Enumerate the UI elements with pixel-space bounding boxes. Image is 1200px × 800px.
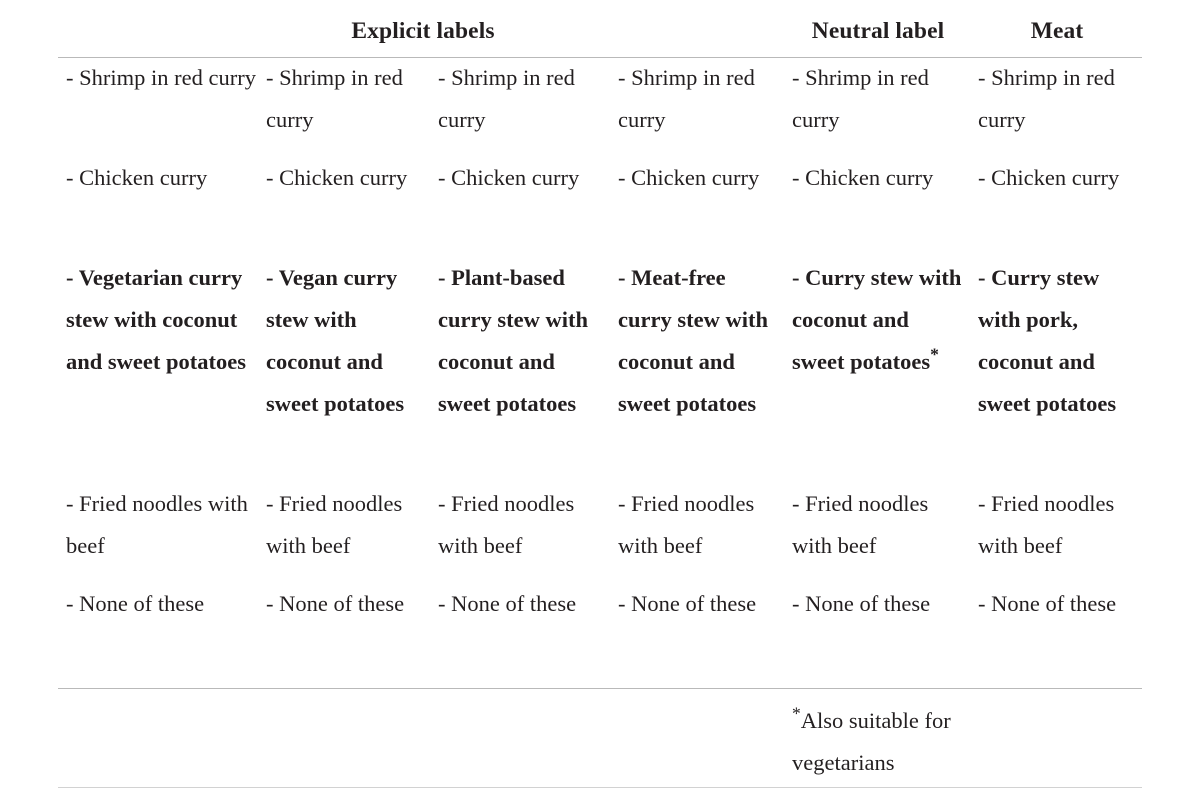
menu-option-cell: - Shrimp in red curry [792, 65, 929, 132]
table-footnote: *Also suitable for vegetarians [792, 703, 951, 775]
menu-option-cell: - Fried noodles with beef [792, 491, 929, 558]
menu-option-cell-target: - Vegan curry stew with coconut and sweet potatoes [266, 265, 405, 416]
menu-option-cell: - Shrimp in red curry [978, 65, 1115, 132]
menu-option-cell: - Fried noodles with beef [66, 491, 248, 558]
menu-option-cell: - Fried noodles with beef [618, 491, 755, 558]
menu-option-cell: - Chicken curry [438, 165, 580, 190]
menu-option-cell: - Chicken curry [66, 165, 208, 190]
table-row [0, 583, 1200, 683]
menu-option-cell: - Shrimp in red curry [438, 65, 575, 132]
menu-option-cell: - Fried noodles with beef [978, 491, 1115, 558]
column-group-header-explicit-labels: Explicit labels [351, 18, 495, 44]
menu-option-cell: - Fried noodles with beef [266, 491, 403, 558]
column-group-header-neutral-label: Neutral label [811, 18, 945, 44]
menu-option-cell: - Chicken curry [266, 165, 408, 190]
table-bottom-rule [58, 787, 1142, 788]
menu-option-cell-none: - None of these [792, 591, 931, 616]
menu-option-cell-none: - None of these [618, 591, 757, 616]
footnote-marker: * [792, 703, 801, 724]
menu-option-cell-none: - None of these [66, 591, 205, 616]
menu-option-cell: - Fried noodles with beef [438, 491, 575, 558]
menu-option-cell: - Shrimp in red curry [266, 65, 403, 132]
menu-option-cell: - Shrimp in red curry [66, 65, 256, 90]
footnote-marker: * [930, 344, 939, 365]
table-header-row [0, 16, 1200, 52]
menu-option-cell: - Chicken curry [978, 165, 1120, 190]
menu-option-cell: - Shrimp in red curry [618, 65, 755, 132]
menu-option-cell-none: - None of these [438, 591, 577, 616]
menu-option-cell-target: - Meat-free curry stew with coconut and sweet potatoes [618, 265, 768, 416]
menu-option-cell-none: - None of these [978, 591, 1117, 616]
menu-option-cell: - Chicken curry [618, 165, 760, 190]
table-row [0, 157, 1200, 257]
table-body [0, 57, 1200, 683]
menu-option-cell-target: - Curry stew with coconut and sweet potatoes* [792, 265, 962, 374]
menu-option-cell-none: - None of these [266, 591, 405, 616]
menu-option-cell: - Chicken curry [792, 165, 934, 190]
table-row-target-item [0, 257, 1200, 483]
table-row [0, 57, 1200, 157]
menu-option-cell-target: - Plant-based curry stew with coconut and sweet potatoes [438, 265, 588, 416]
column-group-header-meat: Meat [1030, 18, 1084, 44]
menu-option-cell-target: - Curry stew with pork, coconut and sweet potatoes [978, 265, 1117, 416]
footnote-rule [58, 688, 1142, 689]
table-row [0, 483, 1200, 583]
menu-option-cell-target: - Vegetarian curry stew with coconut and sweet potatoes [66, 265, 246, 374]
